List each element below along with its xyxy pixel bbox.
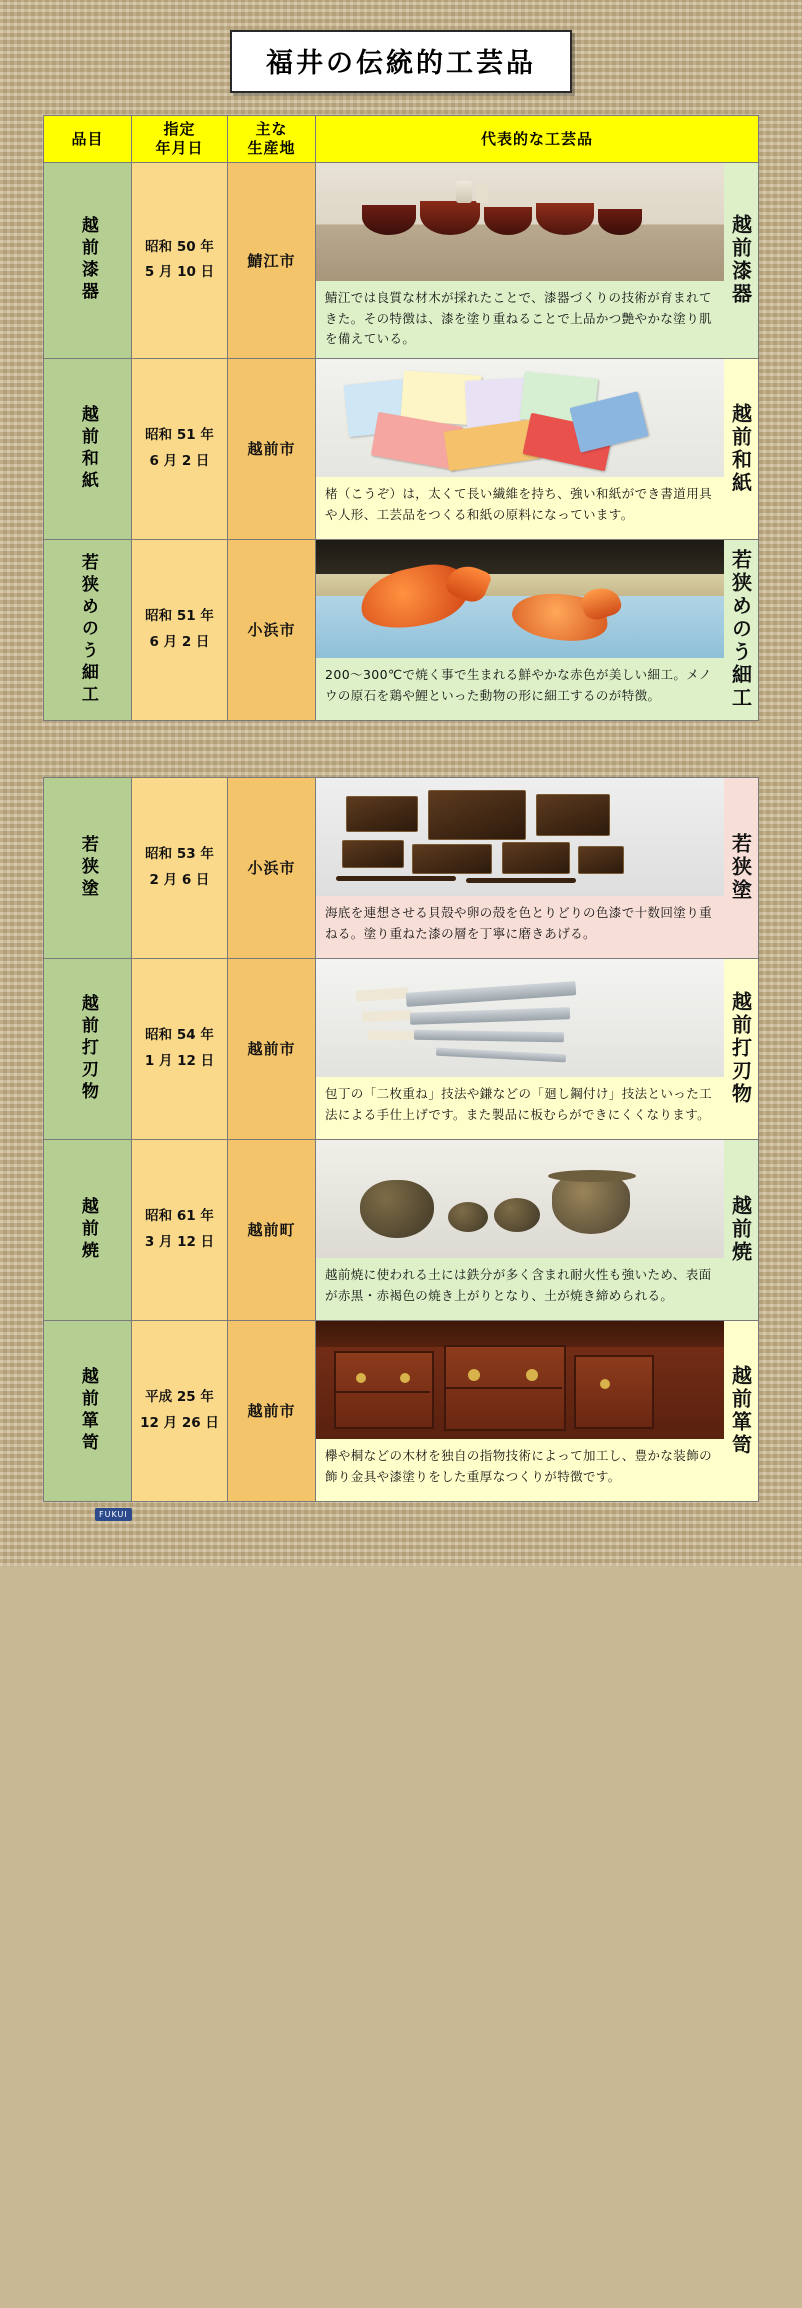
crafts-table-2	[43, 777, 759, 1502]
item-name: 越前焼	[77, 1196, 98, 1263]
header-representative: 代表的な工芸品	[316, 116, 759, 163]
date-line1: 昭和 53 年	[145, 846, 214, 863]
source-badge: FUKUI	[95, 1508, 132, 1521]
page-title: 福井の伝統的工芸品	[230, 30, 572, 93]
caption-text: 楮（こうぞ）は，太くて長い繊維を持ち、強い和紙ができ書道用具や人形、工芸品をつくる和紙の原料になっています。	[316, 477, 724, 539]
table-row	[44, 358, 759, 539]
cell-item	[44, 539, 132, 720]
header-item: 品目	[44, 116, 132, 163]
cell-item	[44, 1139, 132, 1320]
item-name: 越前漆器	[77, 216, 98, 305]
caption-text: 欅や桐などの木材を独自の指物技術によって加工し、豊かな装飾の飾り金具や漆塗りをした重厚なつくりが特徴です。	[316, 1439, 724, 1501]
washi-paper-photo	[316, 359, 724, 477]
caption-text: 包丁の「二枚重ね」技法や鎌などの「廻し鋼付け」技法といった工法による手仕上げです。また製品に板むらができにくくなります。	[316, 1077, 724, 1139]
cell-date	[132, 163, 228, 359]
date-line1: 昭和 54 年	[145, 1027, 214, 1044]
footer-area	[43, 1508, 759, 1526]
craft-label: 越前打刃物	[728, 991, 753, 1107]
table-header-row	[44, 116, 759, 163]
echizen-tansu-photo	[316, 1321, 724, 1439]
header-date	[132, 116, 228, 163]
cell-date	[132, 958, 228, 1139]
cell-place: 小浜市	[228, 777, 316, 958]
craft-label: 越前焼	[728, 1195, 753, 1265]
header-place-line2: 生産地	[247, 139, 296, 157]
cell-representative	[316, 777, 759, 958]
cell-place: 越前市	[228, 358, 316, 539]
table-row	[44, 1320, 759, 1501]
title-area	[0, 0, 802, 93]
table-row	[44, 539, 759, 720]
cell-date	[132, 539, 228, 720]
cell-date	[132, 1320, 228, 1501]
table-row	[44, 163, 759, 359]
wakasa-lacquer-boxes-photo	[316, 778, 724, 896]
cell-item	[44, 163, 132, 359]
item-name: 若狭めのう細工	[77, 552, 98, 707]
echizen-pottery-photo	[316, 1140, 724, 1258]
crafts-table-1	[43, 115, 759, 721]
craft-label: 若狭めのう細工	[728, 549, 753, 711]
date-line2: 3 月 12 日	[144, 1233, 215, 1250]
date-line2: 6 月 2 日	[149, 633, 210, 650]
cell-place: 越前市	[228, 958, 316, 1139]
item-name: 越前和紙	[77, 404, 98, 493]
item-name: 越前打刃物	[77, 993, 98, 1104]
cell-item	[44, 1320, 132, 1501]
caption-text: 200〜300℃で焼く事で生まれる鮮やかな赤色が美しい細工。メノウの原石を鶏や鯉といった動物の形に細工するのが特徴。	[316, 658, 724, 720]
agate-fish-photo	[316, 540, 724, 658]
cell-date	[132, 1139, 228, 1320]
craft-label: 越前和紙	[728, 402, 753, 495]
craft-label: 若狭塗	[728, 833, 753, 903]
date-line2: 12 月 26 日	[140, 1414, 219, 1431]
cell-date	[132, 358, 228, 539]
cell-item	[44, 358, 132, 539]
item-name: 若狭塗	[77, 834, 98, 901]
forged-knives-photo	[316, 959, 724, 1077]
header-place-line1: 主な	[255, 120, 288, 139]
header-date-line1: 指定	[163, 120, 196, 139]
date-line1: 平成 25 年	[145, 1389, 214, 1406]
date-line1: 昭和 61 年	[145, 1208, 214, 1225]
craft-label: 越前箪笥	[728, 1364, 753, 1457]
date-line2: 2 月 6 日	[149, 871, 210, 888]
bottom-spacer	[0, 1526, 802, 1566]
date-line1: 昭和 51 年	[145, 427, 214, 444]
table-row	[44, 777, 759, 958]
cell-place: 小浜市	[228, 539, 316, 720]
header-date-line2: 年月日	[155, 139, 204, 157]
cell-place: 鯖江市	[228, 163, 316, 359]
item-name: 越前箪笥	[77, 1366, 98, 1455]
caption-text: 海底を連想させる貝殻や卵の殻を色とりどりの色漆で十数回塗り重ねる。塗り重ねた漆の層を丁寧に磨きあげる。	[316, 896, 724, 958]
cell-item	[44, 777, 132, 958]
cell-representative	[316, 1320, 759, 1501]
cell-place: 越前市	[228, 1320, 316, 1501]
cell-representative	[316, 358, 759, 539]
table-row	[44, 1139, 759, 1320]
date-line1: 昭和 51 年	[145, 608, 214, 625]
cell-date	[132, 777, 228, 958]
lacquer-bowls-photo	[316, 163, 724, 281]
cell-representative	[316, 539, 759, 720]
date-line2: 1 月 12 日	[144, 1052, 215, 1069]
cell-representative	[316, 958, 759, 1139]
caption-text: 鯖江では良質な材木が採れたことで、漆器づくりの技術が育まれてきた。その特徴は、漆を塗り重ねることで上品かつ艶やかな塗り肌を備えている。	[316, 281, 724, 358]
date-line2: 6 月 2 日	[149, 452, 210, 469]
header-place	[228, 116, 316, 163]
date-line2: 5 月 10 日	[144, 264, 215, 281]
caption-text: 越前焼に使われる土には鉄分が多く含まれ耐火性も強いため、表面が赤黒・赤褐色の焼き上がりとなり、土が焼き締められる。	[316, 1258, 724, 1320]
cell-representative	[316, 1139, 759, 1320]
cell-representative	[316, 163, 759, 359]
date-line1: 昭和 50 年	[145, 238, 214, 255]
table-row	[44, 958, 759, 1139]
craft-label: 越前漆器	[728, 214, 753, 307]
cell-item	[44, 958, 132, 1139]
cell-place: 越前町	[228, 1139, 316, 1320]
